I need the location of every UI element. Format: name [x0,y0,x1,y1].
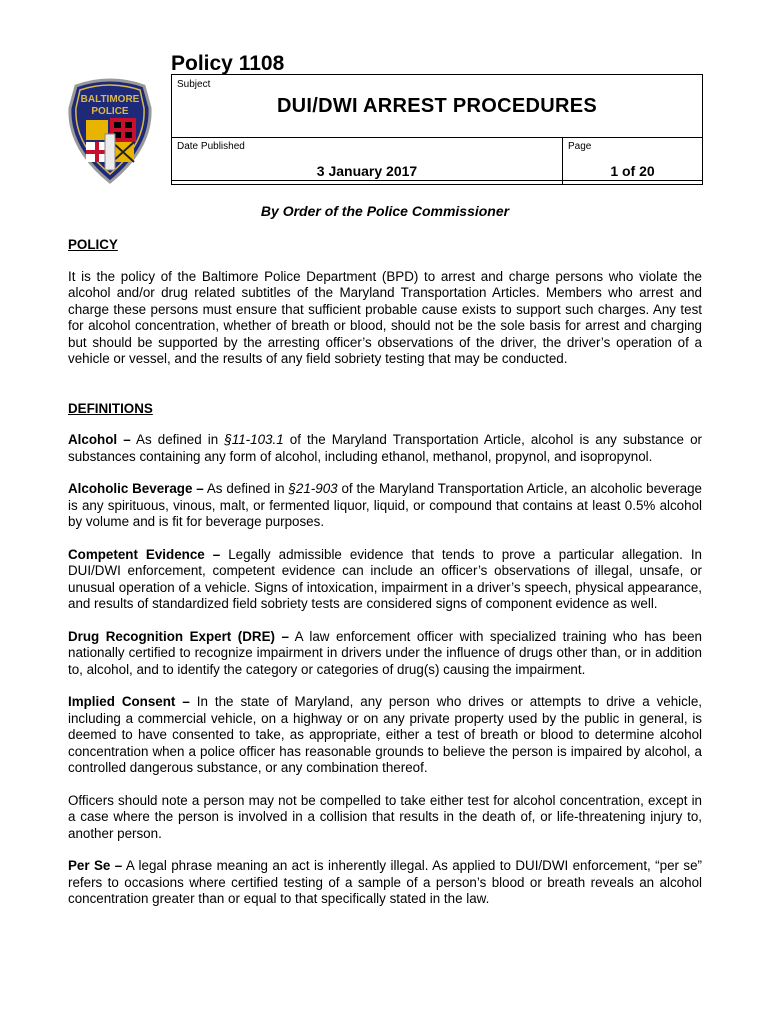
policy-paragraph: It is the policy of the Baltimore Police Department (BPD) to arrest and charge persons who violate the alcohol and/or drug related subtitles of the Maryland Transportation Articles. Members who arrest and charge these persons must ensure that sufficient probable cause exists to support such charges. Any test for alcohol concentration, whether of breath or blood, should not be the sole basis for arrest and charging but should be supported by the arresting officer’s observations of the driver, the driver’s operation of a vehicle or vessel, and the results of any field sobriety testing that may be conducted. [68,268,702,366]
term-alcohol: Alcohol – [68,432,131,447]
term-implied-consent: Implied Consent – [68,694,190,709]
date-label: Date Published [177,141,245,152]
page-number: 1 of 20 [610,163,655,179]
date-page-row [172,137,702,184]
policy-header-box [171,74,703,185]
subject-label: Subject [177,79,211,90]
statute-ref: §11-103.1 [224,432,284,447]
baltimore-police-badge-logo [66,78,154,184]
term-per-se: Per Se – [68,858,123,873]
officers-note-paragraph: Officers should note a person may not be compelled to take either test for alcohol concentration, except in a case where the person is involved in a collision that results in the death of, or life-threatening injury to, another person. [68,792,702,841]
definition-implied-consent: Implied Consent – In the state of Maryland, any person who drives or attempts to drive a vehicle, including a commercial vehicle, on a highway or on any private property used by the public in general, is deemed to have consented to take, as appropriate, either a test of breath or blood to determine alcohol concentration when a police officer has reasonable grounds to believe the person is impaired by alcohol, a controlled dangerous substance, or any combination thereof. [68,694,702,775]
subject-row [172,75,702,138]
page-label: Page [568,141,592,152]
policy-number: Policy 1108 [171,52,285,75]
badge-text-bottom: POLICE [91,106,129,117]
definition-alcohol: Alcohol – As defined in §11-103.1 of the Maryland Transportation Article, alcohol is any substance or substances containing any form of alcohol, including ethanol, methanol, propynol, and isopropynol. [68,432,702,464]
policy-heading: POLICY [68,237,118,252]
term-alcoholic-beverage: Alcoholic Beverage – [68,481,204,496]
date-published: 3 January 2017 [316,163,418,179]
subject-title: DUI/DWI ARREST PROCEDURES [276,95,598,117]
definitions-heading: DEFINITIONS [68,400,153,416]
statute-ref: §21-903 [288,481,338,496]
definition-alcoholic-beverage: Alcoholic Beverage – As defined in §21-903 of the Maryland Transportation Article, an alcoholic beverage is any spirituous, vinous, malt, or fermented liquor, liquid, or compound that contains at least 0.5% alcohol by volume and is fit for beverage purposes. [68,481,703,529]
definition-competent-evidence: Competent Evidence – Legally admissible evidence that tends to prove a particular allegation. In DUI/DWI enforcement, competent evidence can include an officer’s observations of illegal, unsafe, or unusual operation of a vehicle. Signs of intoxication, impairment in a driver’s speech, physical appearance, and results of standardized field sobriety tests are considered signs of component evidence as well. [68,546,702,611]
order-line: By Order of the Police Commissioner [260,203,510,219]
term-competent-evidence: Competent Evidence – [68,546,221,562]
term-dre: Drug Recognition Expert (DRE) – [68,628,289,644]
badge-text-top: BALTIMORE [80,94,140,105]
document-body [68,237,702,924]
definition-dre: Drug Recognition Expert (DRE) – A law enforcement officer with specialized training who has been nationally certified to recognize impairment in drivers under the influence of drugs other than, or in addition to, alcohol, and to identify the category or categories of drug(s) causing the impairment. [68,628,702,677]
definition-per-se: Per Se – A legal phrase meaning an act is inherently illegal. As applied to DUI/DWI enforcement, “per se” refers to occasions where certified testing of a sample of a person’s blood or breath reveals an alcohol concentration greater than or equal to that specifically stated in the law. [68,858,702,906]
